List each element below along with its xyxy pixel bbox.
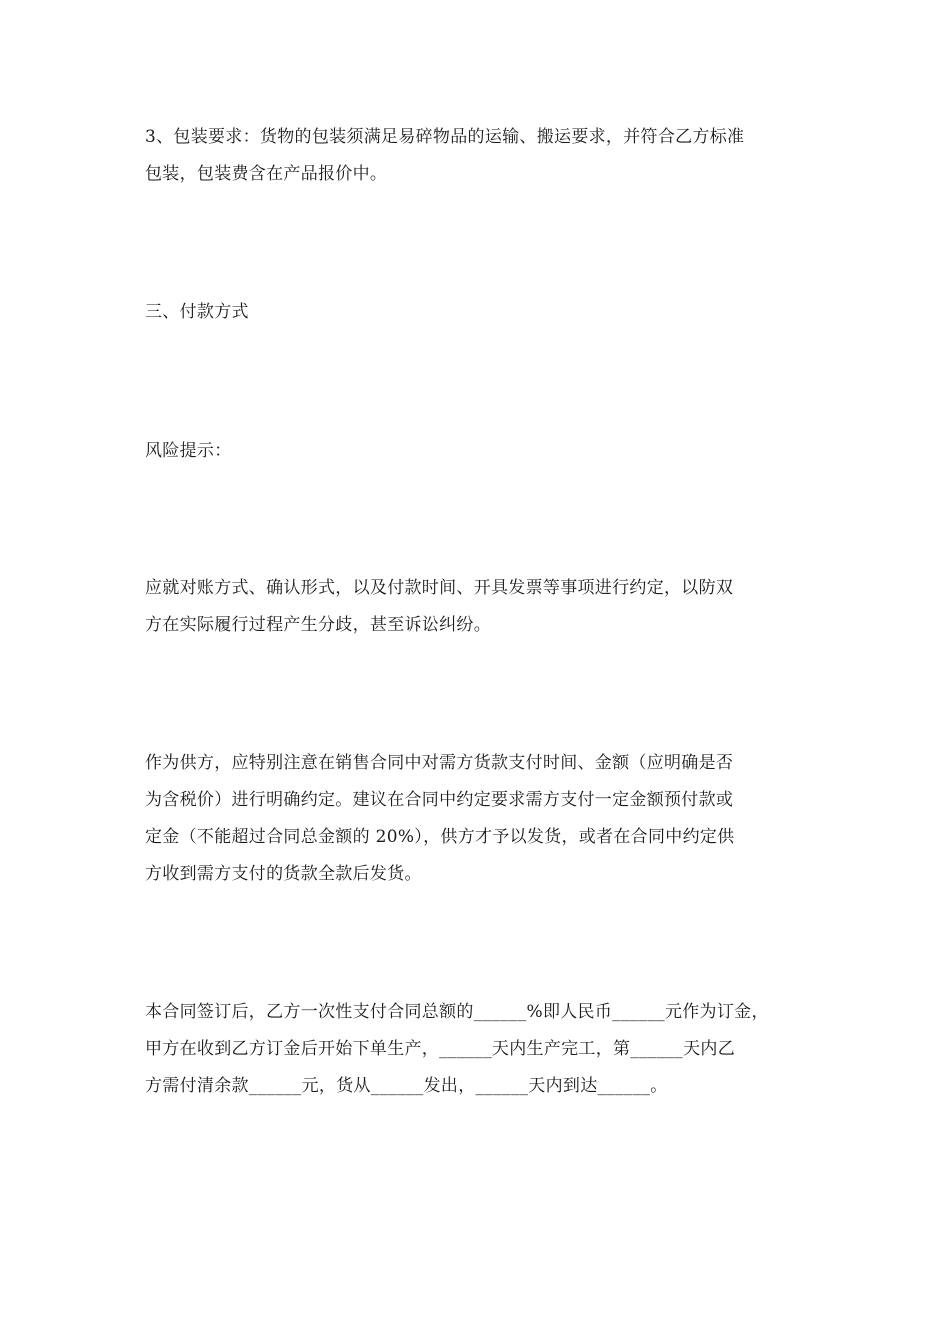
risk-paragraph-2-line-4: 方收到需方支付的货款全款后发货。 xyxy=(145,864,422,884)
risk-notice-heading: 风险提示： xyxy=(145,441,232,461)
risk-paragraph-2-line-1: 作为供方，应特别注意在销售合同中对需方货款支付时间、金额（应明确是否 xyxy=(145,753,734,773)
section-heading-payment-method: 三、付款方式 xyxy=(145,302,249,322)
risk-paragraph-2-line-3: 定金（不能超过合同总金额的 20%），供方才予以发货，或者在合同中约定供 xyxy=(145,827,735,847)
packaging-requirement-line-2: 包装，包装费含在产品报价中。 xyxy=(145,164,388,184)
risk-paragraph-1-line-1: 应就对账方式、确认形式，以及付款时间、开具发票等事项进行约定，以防双 xyxy=(145,578,734,598)
contract-clause-line-1: 本合同签订后，乙方一次性支付合同总额的______%即人民币______元作为订金， xyxy=(145,1002,769,1022)
risk-paragraph-2-line-2: 为含税价）进行明确约定。建议在合同中约定要求需方支付一定金额预付款或 xyxy=(145,790,734,810)
contract-clause-line-3: 方需付清余款______元，货从______发出，______天内到达______。 xyxy=(145,1076,668,1096)
packaging-requirement-line-1: 3、包装要求：货物的包装须满足易碎物品的运输、搬运要求，并符合乙方标准 xyxy=(145,127,745,147)
risk-paragraph-1-line-2: 方在实际履行过程产生分歧，甚至诉讼纠纷。 xyxy=(145,615,491,635)
contract-clause-line-2: 甲方在收到乙方订金后开始下单生产，______天内生产完工，第______天内乙 xyxy=(145,1039,735,1059)
